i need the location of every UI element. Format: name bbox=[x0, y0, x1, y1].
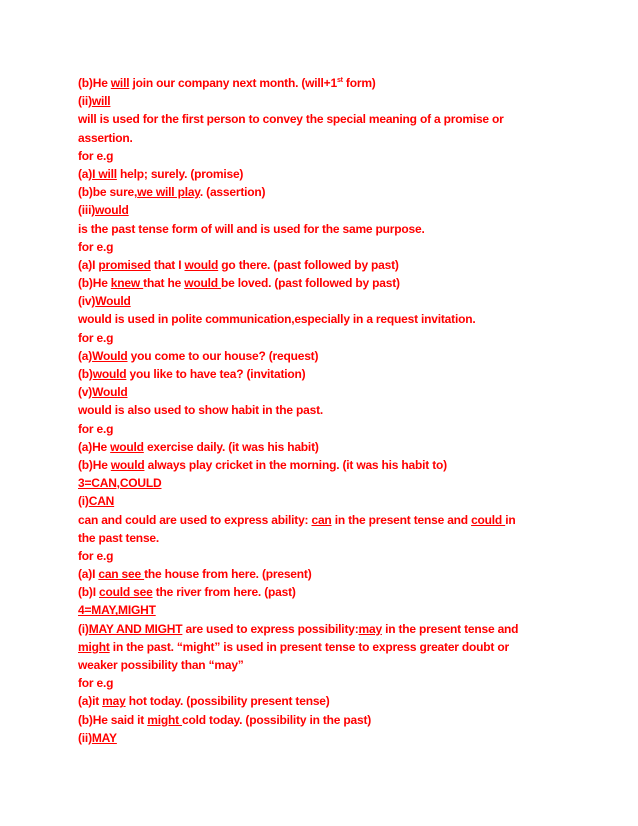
text-segment: for e.g bbox=[78, 148, 114, 163]
underlined-text: Would bbox=[92, 385, 128, 400]
text-line bbox=[78, 347, 598, 365]
underlined-text: could bbox=[471, 512, 506, 527]
text-segment: (b)He said it bbox=[78, 712, 148, 727]
text-line bbox=[78, 92, 598, 110]
underlined-text: 3=CAN,COULD bbox=[78, 476, 162, 491]
text-segment: you like to have tea? (invitation) bbox=[126, 367, 306, 381]
text-segment: is the past tense form of will and is used for the same purpose. bbox=[78, 221, 425, 236]
text-segment: for e.g bbox=[78, 548, 114, 563]
underlined-text: promised bbox=[98, 257, 151, 272]
underlined-text: would bbox=[110, 457, 145, 472]
text-line bbox=[78, 729, 598, 747]
text-segment: in the past. “might” is used in present tense to express greater doubt or bbox=[109, 639, 509, 654]
underlined-text: MAY bbox=[91, 730, 117, 745]
underlined-text: will bbox=[110, 76, 130, 90]
text-segment: (a)I bbox=[78, 567, 99, 582]
text-segment: cold today. (possibility in the past) bbox=[182, 712, 372, 727]
text-line bbox=[78, 692, 598, 710]
text-segment: that I bbox=[150, 257, 185, 272]
text-segment: help; surely. (promise) bbox=[116, 166, 244, 181]
text-line bbox=[78, 129, 598, 147]
underlined-text: CAN bbox=[88, 494, 115, 509]
text-segment: go there. (past followed by past) bbox=[218, 257, 399, 272]
text-segment: (iii) bbox=[78, 203, 95, 218]
text-line bbox=[78, 583, 598, 601]
text-line bbox=[78, 310, 598, 328]
text-segment: (b) bbox=[78, 367, 93, 381]
text-segment: exercise daily. (it was his habit) bbox=[143, 439, 319, 454]
text-line bbox=[78, 711, 598, 729]
underlined-text: knew bbox=[110, 276, 144, 291]
text-segment: (v) bbox=[78, 385, 93, 400]
text-segment: be loved. (past followed by past) bbox=[221, 276, 400, 291]
text-segment: (b)He bbox=[78, 457, 111, 472]
text-line bbox=[78, 547, 598, 565]
underlined-text: 4=MAY,MIGHT bbox=[78, 603, 156, 618]
text-line bbox=[78, 201, 598, 219]
text-segment: (iv) bbox=[78, 294, 96, 309]
underlined-text: might bbox=[78, 639, 110, 654]
text-line bbox=[78, 329, 598, 347]
text-line bbox=[78, 420, 598, 438]
underlined-text: would bbox=[92, 367, 127, 381]
underlined-text: would bbox=[184, 276, 222, 291]
text-line bbox=[78, 492, 598, 510]
text-segment: . (assertion) bbox=[199, 185, 266, 200]
text-segment: will is used for the first person to convey the special meaning of a promise or bbox=[78, 112, 504, 127]
underlined-text: would bbox=[95, 203, 129, 218]
text-segment: would is also used to show habit in the past. bbox=[78, 403, 324, 418]
underlined-text: I will bbox=[92, 166, 117, 181]
text-line bbox=[78, 74, 598, 92]
text-segment: (b)I bbox=[78, 585, 99, 600]
text-segment: join our company next month. (will+1 bbox=[129, 76, 337, 90]
text-line bbox=[78, 511, 598, 529]
text-line bbox=[78, 474, 598, 492]
text-line bbox=[78, 292, 598, 310]
text-segment: in the present tense and bbox=[381, 621, 519, 636]
underlined-text: would bbox=[184, 257, 219, 272]
text-line bbox=[78, 620, 598, 638]
text-segment: (a) bbox=[78, 166, 93, 181]
underlined-text: can bbox=[311, 512, 332, 527]
text-segment: weaker possibility than “may” bbox=[78, 658, 244, 672]
underlined-text: would bbox=[110, 439, 144, 454]
text-segment: for e.g bbox=[78, 676, 114, 691]
text-line bbox=[78, 529, 598, 547]
text-line bbox=[78, 674, 598, 692]
underlined-text: may bbox=[102, 694, 126, 709]
text-segment: the river from here. (past) bbox=[152, 585, 296, 600]
text-line bbox=[78, 365, 598, 383]
underlined-text: can see bbox=[98, 567, 145, 582]
text-segment: always play cricket in the morning. (it was his habit to) bbox=[144, 457, 447, 472]
underlined-text: MAY AND MIGHT bbox=[88, 621, 183, 636]
superscript-text: st bbox=[336, 77, 343, 84]
text-line bbox=[78, 383, 598, 401]
text-segment: in bbox=[505, 512, 516, 527]
underlined-text: Would bbox=[92, 348, 128, 363]
text-segment: (b)He bbox=[78, 76, 111, 90]
text-segment: in the present tense and bbox=[331, 512, 472, 527]
text-segment: the house from here. (present) bbox=[144, 567, 312, 582]
text-segment: for e.g bbox=[78, 421, 114, 436]
text-line bbox=[78, 438, 598, 456]
text-segment: (b)be sure, bbox=[78, 185, 138, 200]
text-segment: hot today. (possibility present tense) bbox=[125, 694, 330, 709]
text-segment: (ii) bbox=[78, 730, 92, 745]
text-line bbox=[78, 220, 598, 238]
text-segment: can and could are used to express ability: bbox=[78, 512, 312, 527]
text-segment: the past tense. bbox=[78, 530, 160, 545]
text-line bbox=[78, 565, 598, 583]
text-line bbox=[78, 256, 598, 274]
text-line bbox=[78, 274, 598, 292]
text-segment: (a)He bbox=[78, 439, 111, 454]
underlined-text: will bbox=[91, 94, 111, 109]
text-line bbox=[78, 638, 598, 656]
text-segment: (i) bbox=[78, 621, 89, 636]
text-segment: (a)it bbox=[78, 694, 103, 709]
text-segment: are used to express possibility: bbox=[182, 621, 359, 636]
underlined-text: we will play bbox=[137, 185, 200, 200]
text-line bbox=[78, 165, 598, 183]
text-segment: would is used in polite communication,especially in a request invitation. bbox=[78, 312, 476, 327]
text-line bbox=[78, 238, 598, 256]
text-segment: (a) bbox=[78, 348, 93, 363]
text-segment: for e.g bbox=[78, 330, 114, 345]
underlined-text: might bbox=[147, 712, 183, 727]
text-line bbox=[78, 183, 598, 201]
text-line bbox=[78, 601, 598, 619]
text-segment: (a)I bbox=[78, 257, 99, 272]
text-line bbox=[78, 110, 598, 128]
text-segment: (b)He bbox=[78, 276, 111, 291]
text-segment: that he bbox=[143, 276, 185, 291]
text-line bbox=[78, 147, 598, 165]
underlined-text: Would bbox=[95, 294, 131, 309]
underlined-text: may bbox=[358, 621, 382, 636]
text-line bbox=[78, 656, 598, 674]
text-segment: assertion. bbox=[78, 130, 133, 145]
underlined-text: could see bbox=[99, 585, 153, 600]
text-segment: (ii) bbox=[78, 94, 92, 109]
text-segment: for e.g bbox=[78, 239, 114, 254]
text-segment: (i) bbox=[78, 494, 89, 509]
text-segment: form) bbox=[342, 76, 376, 90]
text-line bbox=[78, 456, 598, 474]
text-line bbox=[78, 401, 598, 419]
text-segment: you come to our house? (request) bbox=[127, 348, 319, 363]
